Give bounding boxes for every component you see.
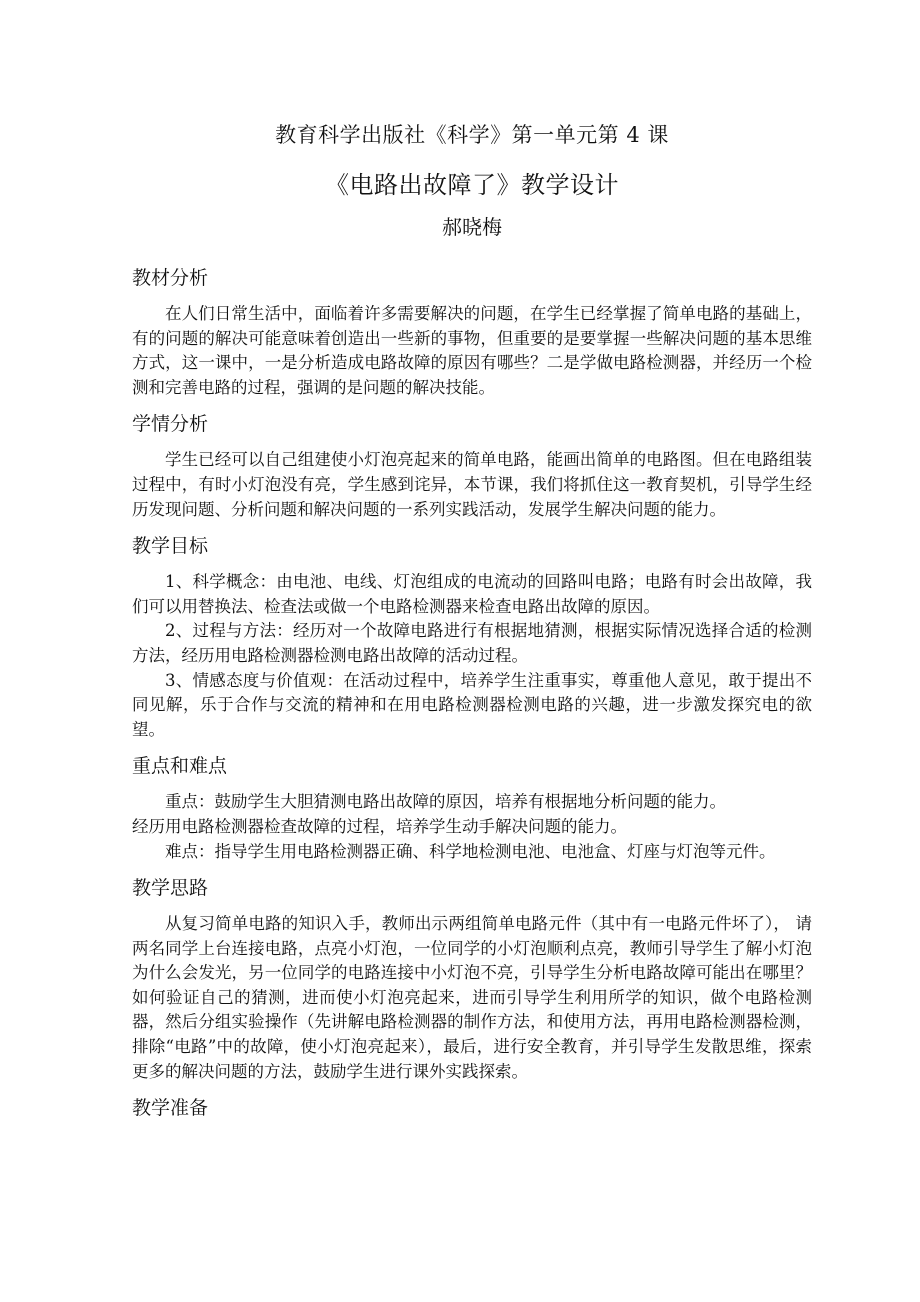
lesson-title: 《电路出故障了》教学设计 — [325, 171, 619, 199]
key-point-continuation: 经历用电路检测器检查故障的过程，培养学生动手解决问题的能力。 — [132, 816, 627, 836]
section-teaching-approach — [132, 874, 812, 1084]
section-heading: 教材分析 — [132, 267, 209, 289]
key-point: 重点：鼓励学生大胆猜测电路出故障的原因，培养有根据地分析问题的能力。 — [165, 792, 726, 812]
section-student-analysis — [132, 410, 812, 522]
paragraph: 从复习简单电路的知识入手，教师出示两组简单电路元件（其中有一电路元件坏了）， 请两名同学上台连接电路，点亮小灯泡，一位同学的小灯泡顺利点亮，教师引导学生了解小灯泡为什么会发光，另一位同学的电路连接中小灯泡不亮，引导学生分析电路故障可能出在哪里？如何验证自己的猜测，进而使小灯泡亮起来，进而引导学生利用所学的知识，做个电路检测器，然后分组实验操作（先讲解电路检测器的制作方法，和使用方法，再用电路检测器检测，排除“电路”中的故障，使小灯泡亮起来），最后，进行安全教育，并引导学生发散思维，探索更多的解决问题的方法，鼓励学生进行课外实践探索。 — [132, 914, 812, 1081]
document-page — [132, 118, 812, 1122]
paragraph: 学生已经可以自己组建使小灯泡亮起来的简单电路，能画出简单的电路图。但在电路组装过程中，有时小灯泡没有亮，学生感到诧异，本节课，我们将抓住这一教育契机，引导学生经历发现问题、分析问题和解决问题的一系列实践活动，发展学生解决问题的能力。 — [132, 450, 812, 519]
difficulty-point: 难点：指导学生用电路检测器正确、科学地检测电池、电池盒、灯座与灯泡等元件。 — [165, 841, 776, 861]
author-name: 郝晓梅 — [442, 215, 502, 239]
section-heading: 教学目标 — [132, 535, 209, 558]
section-material-analysis — [132, 264, 812, 400]
goal-item: 1、科学概念：由电池、电线、灯泡组成的电流动的回路叫电路；电路有时会出故障，我们可以用替换法、检查法或做一个电路检测器来检查电路出故障的原因。 — [132, 572, 812, 616]
section-teaching-preparation — [132, 1094, 812, 1122]
paragraph: 在人们日常生活中，面临着许多需要解决的问题，在学生已经掌握了简单电路的基础上，有的问题的解决可能意味着创造出一些新的事物，但重要的是要掌握一些解决问题的基本思维方式，这一课中，一是分析造成电路故障的原因有哪些？二是学做电路检测器，并经历一个检测和完善电路的过程，强调的是问题的解决技能。 — [132, 304, 812, 397]
section-heading: 重点和难点 — [132, 755, 228, 778]
goal-item: 3、情感态度与价值观：在活动过程中，培养学生注重事实，尊重他人意见，敢于提出不同见解，乐于合作与交流的精神和在用电路检测器检测电路的兴趣，进一步激发探究电的欲望。 — [132, 670, 812, 739]
section-heading: 教学思路 — [132, 877, 209, 900]
section-heading: 教学准备 — [132, 1097, 209, 1120]
section-teaching-goals — [132, 532, 812, 742]
section-key-points — [132, 752, 812, 864]
goal-item: 2、过程与方法：经历对一个故障电路进行有根据地猜测，根据实际情况选择合适的检测方法，经历用电路检测器检测电路出故障的活动过程。 — [132, 621, 812, 665]
section-heading: 学情分析 — [132, 413, 209, 436]
series-line: 教育科学出版社《科学》第一单元第 4 课 — [275, 123, 669, 147]
